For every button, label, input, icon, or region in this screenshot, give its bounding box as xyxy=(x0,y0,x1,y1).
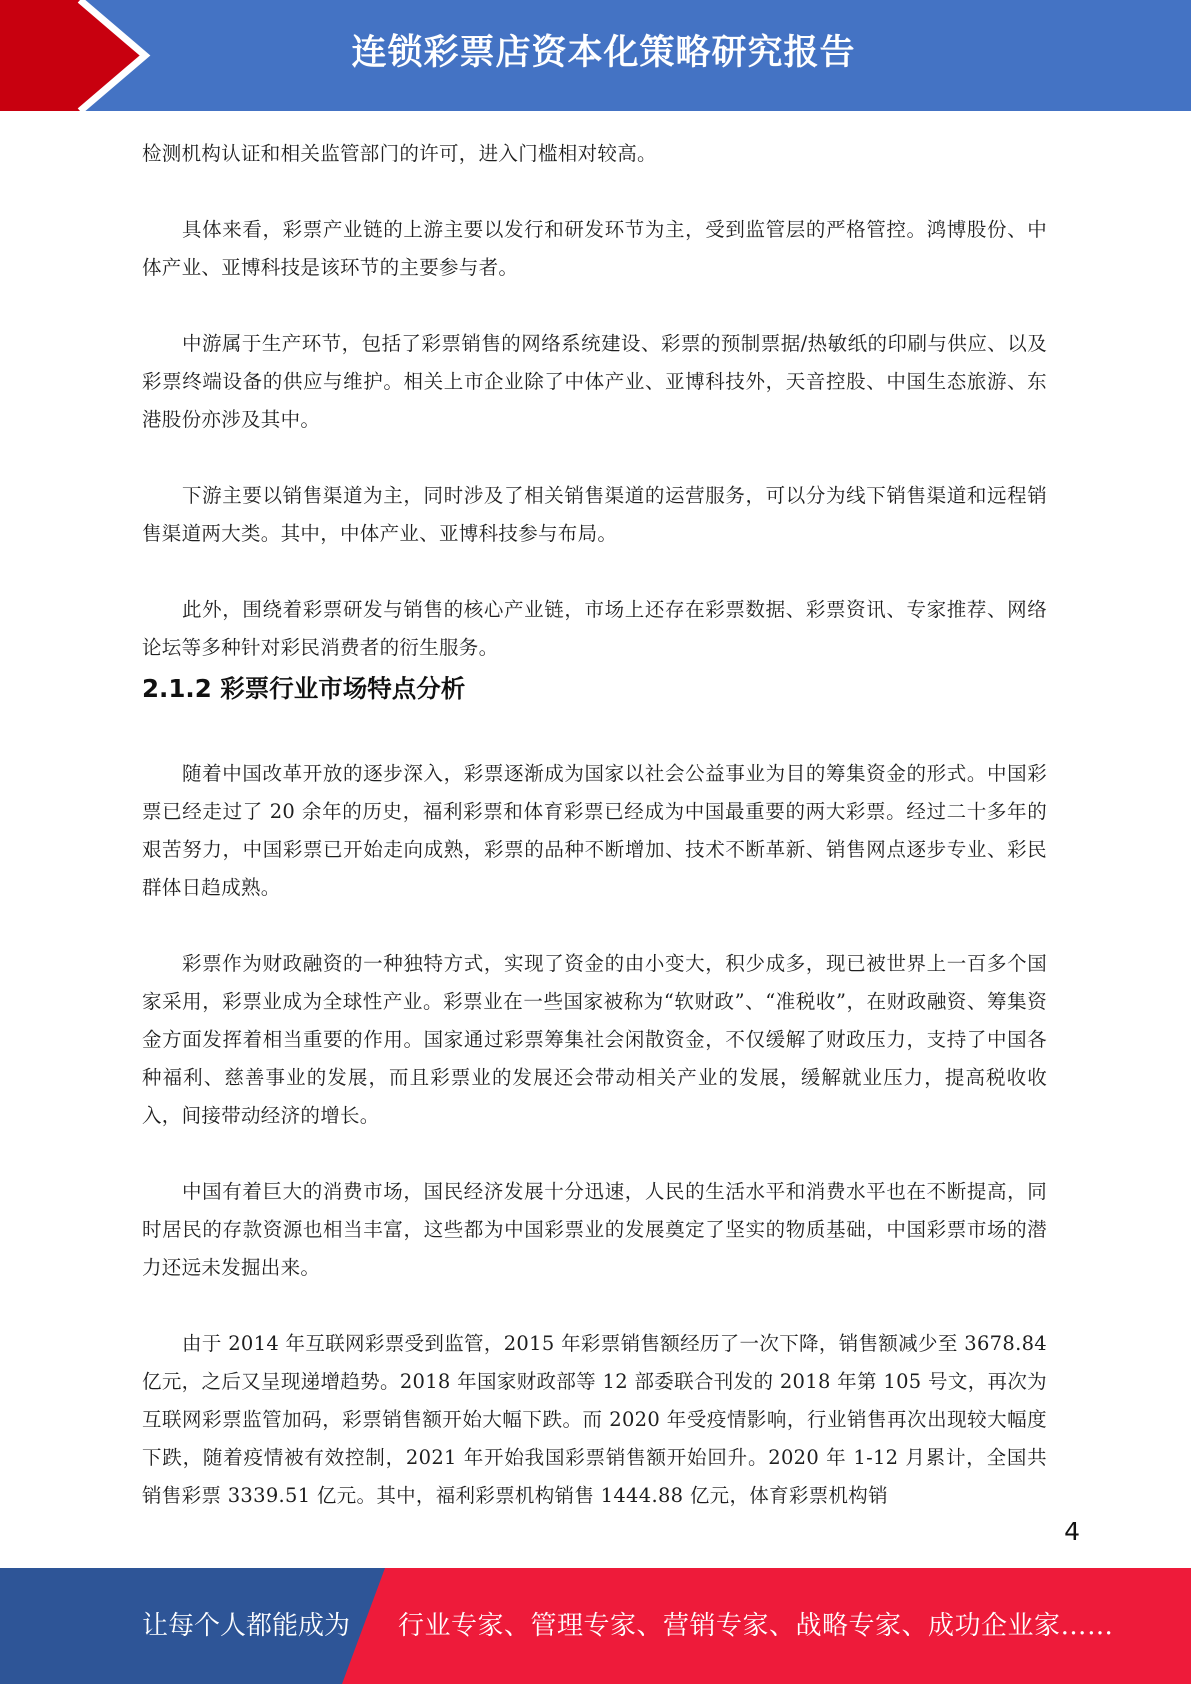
report-title: 连锁彩票店资本化策略研究报告 xyxy=(351,33,856,73)
paragraph: 中国有着巨大的消费市场，国民经济发展十分迅速，人民的生活水平和消费水平也在不断提高，同时居民的存款资源也相当丰富，这些都为中国彩票业的发展奠定了坚实的物质基础，中国彩票市场的潜力还远未发掘出来。 xyxy=(142,1180,1047,1279)
paragraph: 具体来看，彩票产业链的上游主要以发行和研发环节为主，受到监管层的严格管控。鸿博股份、中体产业、亚博科技是该环节的主要参与者。 xyxy=(142,218,1047,279)
paragraph: 下游主要以销售渠道为主，同时涉及了相关销售渠道的运营服务，可以分为线下销售渠道和远程销售渠道两大类。其中，中体产业、亚博科技参与布局。 xyxy=(142,484,1047,545)
header-bar xyxy=(0,0,1191,111)
section-heading: 2.1.2 彩票行业市场特点分析 xyxy=(142,674,466,703)
page-number: 4 xyxy=(1064,1517,1080,1546)
paragraph: 由于 2014 年互联网彩票受到监管，2015 年彩票销售额经历了一次下降，销售额减少至 3678.84 亿元，之后又呈现递增趋势。2018 年国家财政部等 12 部委联合刊发的 2018 年第 105 号文，再次为互联网彩票监管加码，彩票销售额开始大幅下跌。而 2020 年受疫情影响，行业销售再次出现较大幅度下跌，随着疫情被有效控制，2021 年开始我国彩票销售额开始回升。2020 年 1-12 月累计，全国共销售彩票 3339.51 亿元。其中，福利彩票机构销售 1444.88 亿元，体育彩票机构销 xyxy=(142,1332,1047,1507)
paragraph: 此外，围绕着彩票研发与销售的核心产业链，市场上还存在彩票数据、彩票资讯、专家推荐、网络论坛等多种针对彩民消费者的衍生服务。 xyxy=(142,598,1047,659)
page-body xyxy=(142,135,1047,1515)
paragraph: 彩票作为财政融资的一种独特方式，实现了资金的由小变大，积少成多，现已被世界上一百多个国家采用，彩票业成为全球性产业。彩票业在一些国家被称为“软财政”、“准税收”，在财政融资、筹集资金方面发挥着相当重要的作用。国家通过彩票筹集社会闲散资金，不仅缓解了财政压力，支持了中国各种福利、慈善事业的发展，而且彩票业的发展还会带动相关产业的发展，缓解就业压力，提高税收收入，间接带动经济的增长。 xyxy=(142,952,1047,1127)
paragraph: 检测机构认证和相关监管部门的许可，进入门槛相对较高。 xyxy=(142,142,657,165)
footer-slogan-right: 行业专家、管理专家、营销专家、战略专家、成功企业家…… xyxy=(398,1611,1114,1641)
footer-bar xyxy=(0,1568,1191,1684)
paragraph: 中游属于生产环节，包括了彩票销售的网络系统建设、彩票的预制票据/热敏纸的印刷与供应、以及彩票终端设备的供应与维护。相关上市企业除了中体产业、亚博科技外，天音控股、中国生态旅游、东港股份亦涉及其中。 xyxy=(142,332,1047,431)
paragraph: 随着中国改革开放的逐步深入，彩票逐渐成为国家以社会公益事业为目的筹集资金的形式。中国彩票已经走过了 20 余年的历史，福利彩票和体育彩票已经成为中国最重要的两大彩票。经过二十多年的艰苦努力，中国彩票已开始走向成熟，彩票的品种不断增加、技术不断革新、销售网点逐步专业、彩民群体日趋成熟。 xyxy=(142,762,1047,899)
footer-slogan-left: 让每个人都能成为 xyxy=(142,1611,351,1641)
